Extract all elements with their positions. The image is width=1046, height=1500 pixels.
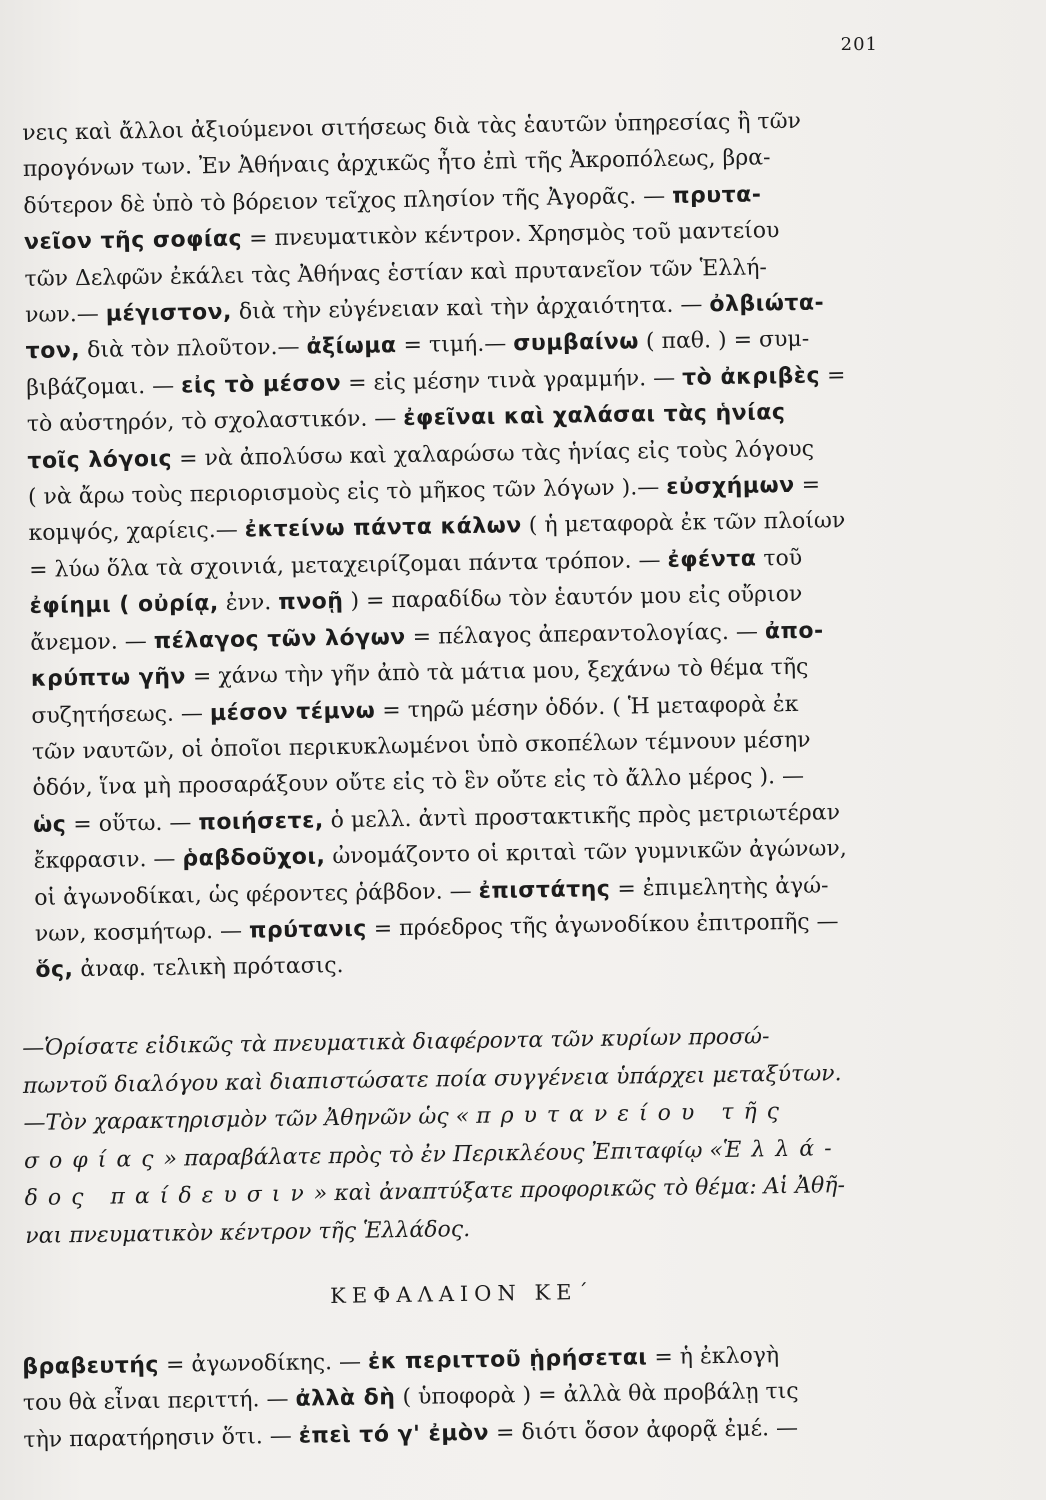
chapter-heading: ΚΕΦΑΛΑΙΟΝ ΚΕ΄ bbox=[330, 1279, 595, 1308]
text-segment: —Ὁρίσατε εἰδικῶς τὰ πνευματικὰ διαφέροντα τῶν κυρίων προσώ- bbox=[22, 1024, 770, 1061]
text-segment: = bbox=[819, 362, 846, 389]
glossary-term: τον, bbox=[25, 338, 81, 365]
study-questions bbox=[22, 1016, 917, 1255]
glossary-term: εἰς τὸ μέσον bbox=[180, 370, 342, 399]
glossary-term: πνοῇ bbox=[278, 589, 344, 616]
text-segment: τοῦ bbox=[756, 545, 803, 572]
text-segment: = λύω ὅλα τὰ σχοινιά, μεταχειρίζομαι πάντα τρόπον. — bbox=[28, 547, 668, 583]
text-segment: συζητήσεως. — bbox=[31, 700, 211, 729]
text-segment: βιβάζομαι. — bbox=[26, 373, 182, 401]
text-segment: διὰ τὸν πλοῦτον.— bbox=[80, 334, 307, 364]
text-segment: ἔκφρασιν. — bbox=[33, 846, 183, 875]
text-segment: πωντοῦ διαλόγου καὶ διαπιστώσατε ποία συγγένεια ὑπάρχει μεταξύτων. bbox=[22, 1060, 842, 1099]
glossary-term: ἐπεὶ τό γ' ἐμὸν bbox=[298, 1420, 490, 1449]
glossary-term: ἐπιστάτης bbox=[478, 876, 611, 904]
text-segment: ἀναφ. τελικὴ πρότασις. bbox=[73, 953, 344, 983]
text-segment: νων, κοσμήτωρ. — bbox=[34, 918, 250, 947]
text-segment: τῶν Δελφῶν ἐκάλει τὰς Ἀθήνας ἑστίαν καὶ πρυτανεῖον τῶν Ἑλλή- bbox=[24, 254, 768, 292]
glossary-term: κρύπτω γῆν bbox=[30, 664, 187, 693]
text-segment: = ἐπιμελητὴς ἀγώ- bbox=[610, 872, 829, 902]
text-segment: νων.— bbox=[24, 301, 107, 329]
glossary-term: πρύτανις bbox=[248, 916, 367, 944]
glossary-term: ἐφεῖναι καὶ χαλάσαι τὰς ἡνίας bbox=[403, 400, 786, 432]
text-segment: ἄνεμον. — bbox=[30, 628, 154, 656]
text-segment: ( ὑποφορὰ ) = ἀλλὰ θὰ προβάλῃ τις bbox=[395, 1379, 799, 1411]
text-segment: νεις καὶ ἄλλοι ἀξιούμενοι σιτήσεως διὰ τὰς ἑαυτῶν ὑπηρεσίας ἢ τῶν bbox=[22, 108, 802, 146]
text-segment: διὰ τὴν εὐγένειαν καὶ τὴν ἀρχαιότητα. — bbox=[231, 292, 710, 325]
text-segment: —Τὸν χαρακτηρισμὸν τῶν Ἀθηνῶν ὡς « bbox=[23, 1103, 477, 1136]
glossary-term: ὀλβιώτα- bbox=[709, 290, 825, 318]
glossary-term: τοῖς λόγοις bbox=[27, 446, 173, 474]
text-segment: = ἡ ἐκλογὴ bbox=[647, 1343, 780, 1371]
text-segment: ( νὰ ἄρω τοὺς περιορισμοὺς εἰς τὸ μῆκος τῶν λόγων ).— bbox=[27, 474, 667, 511]
spaced-quote: σοφίας bbox=[23, 1146, 164, 1174]
glossary-term: ἐκτείνω πάντα κάλων bbox=[244, 513, 522, 544]
text-segment: = εἰς μέσην τινὰ γραμμήν. — bbox=[340, 365, 683, 396]
text-segment: = πνευματικὸν κέντρον. Χρησμὸς τοῦ μαντείου bbox=[241, 218, 780, 252]
glossary-term: ὅς, bbox=[35, 957, 74, 984]
glossary-notes bbox=[22, 102, 928, 990]
page-number: 201 bbox=[840, 34, 878, 55]
text-segment: κομψός, χαρίεις.— bbox=[28, 518, 245, 547]
text-segment: τὴν παρατήρησιν ὅτι. — bbox=[23, 1423, 299, 1453]
glossary-term: μέσον τέμνω bbox=[209, 698, 376, 726]
glossary-term: νεῖον τῆς σοφίας bbox=[23, 226, 243, 256]
glossary-term: μέγιστον, bbox=[105, 299, 233, 327]
glossary-term: ἀπο- bbox=[764, 618, 824, 645]
text-segment: ( ἡ μεταφορὰ ἐκ τῶν πλοίων bbox=[521, 508, 846, 539]
glossary-term: ἀξίωμα bbox=[306, 333, 397, 360]
glossary-term: ἐκ περιττοῦ ᾑρήσεται bbox=[367, 1345, 648, 1375]
spaced-quote: πρυτανείου τῆς bbox=[475, 1098, 790, 1129]
text-segment: = οὕτω. — bbox=[66, 810, 199, 838]
text-segment: = τιμή.— bbox=[396, 331, 514, 359]
text-segment: τὸ αὐστηρόν, τὸ σχολαστικόν. — bbox=[26, 406, 404, 438]
text-segment: ἐνν. bbox=[218, 590, 279, 617]
chapter-glossary bbox=[22, 1336, 916, 1459]
text-segment: ) = παραδίδω τὸν ἑαυτόν μου εἰς οὔριον bbox=[343, 582, 803, 615]
text-segment: δύτερον δὲ ὑπὸ τὸ βόρειον τεῖχος πλησίον τῆς Ἀγορᾶς. — bbox=[23, 183, 673, 219]
glossary-term: εὐσχήμων bbox=[666, 472, 795, 500]
text-segment: του θὰ εἶναι περιττή. — bbox=[22, 1387, 296, 1417]
text-segment: ὁδόν, ἵνα μὴ προσαράξουν οὔτε εἰς τὸ ἓν οὔτε εἰς τὸ ἄλλο μέρος ). — bbox=[32, 764, 805, 802]
text-segment: = πέλαγος ἀπεραντολογίας. — bbox=[405, 619, 766, 650]
glossary-term: ποιήσετε, bbox=[198, 808, 324, 836]
text-segment: = νὰ ἀπολύσω καὶ χαλαρώσω τὰς ἡνίας εἰς τοὺς λόγους bbox=[171, 436, 815, 472]
spaced-quote: Ἑλλά- bbox=[722, 1135, 842, 1163]
text-segment: = bbox=[794, 472, 821, 498]
text-segment: = διότι ὅσον ἀφορᾷ ἐμέ. — bbox=[488, 1415, 799, 1446]
text-segment: τῶν ναυτῶν, οἱ ὁποῖοι περικυκλωμένοι ὑπὸ σκοπέλων τέμνουν μέσην bbox=[31, 727, 811, 765]
glossary-term: τὸ ἀκριβὲς bbox=[681, 363, 821, 391]
glossary-term: ἐφέντα bbox=[667, 546, 757, 573]
glossary-term: πρυτα- bbox=[671, 182, 762, 209]
glossary-term: ὡς bbox=[32, 812, 67, 838]
text-segment: προγόνων των. Ἐν Ἀθήναις ἀρχικῶς ἦτο ἐπὶ τῆς Ἀκροπόλεως, βρα- bbox=[22, 145, 771, 183]
spaced-quote: δος παίδευσιν bbox=[24, 1181, 315, 1211]
text-segment: = τηρῶ μέσην ὁδόν. ( Ἡ μεταφορὰ ἐκ bbox=[375, 691, 799, 724]
glossary-term: πέλαγος τῶν λόγων bbox=[153, 624, 406, 654]
text-segment: οἱ ἀγωνοδίκαι, ὡς φέροντες ῥάβδον. — bbox=[34, 878, 479, 911]
text-segment: ναι πνευματικὸν κέντρον τῆς Ἑλλάδος. bbox=[25, 1216, 471, 1249]
glossary-term: βραβευτής bbox=[22, 1352, 160, 1380]
glossary-term: ῥαβδοῦχοι, bbox=[182, 844, 326, 872]
text-segment: ὁ μελλ. ἀντὶ προστακτικῆς πρὸς μετριωτέραν bbox=[323, 799, 841, 834]
text-segment: ( παθ. ) = συμ- bbox=[638, 327, 810, 355]
glossary-term: ἀλλὰ δὴ bbox=[295, 1385, 396, 1413]
text-segment: = χάνω τὴν γῆν ἀπὸ τὰ μάτια μου, ξεχάνω τὸ θέμα τῆς bbox=[185, 654, 809, 690]
text-segment: » παραβάλατε πρὸς τὸ ἐν Περικλέους Ἐπιταφίῳ « bbox=[163, 1137, 724, 1172]
text-segment: » καὶ ἀναπτύξατε προφορικῶς τὸ θέμα: Αἱ Ἀθῆ- bbox=[313, 1173, 846, 1207]
text-segment: ὠνομάζοντο οἱ κριταὶ τῶν γυμνικῶν ἀγώνων, bbox=[325, 836, 847, 870]
glossary-term: ἐφίημι ( οὐρίᾳ, bbox=[29, 591, 219, 620]
glossary-term: συμβαίνω bbox=[513, 329, 640, 357]
text-segment: = πρόεδρος τῆς ἀγωνοδίκου ἐπιτροπῆς — bbox=[366, 909, 839, 942]
text-segment: = ἀγωνοδίκης. — bbox=[158, 1349, 369, 1378]
